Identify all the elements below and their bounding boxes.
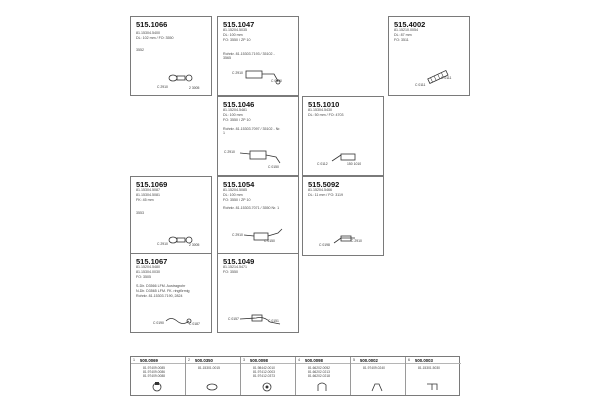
part-ref: C 0187 — [189, 322, 200, 326]
part-card[interactable] — [217, 16, 299, 96]
part-spec: FO: 3505 — [136, 275, 151, 279]
legend-item[interactable] — [406, 357, 461, 395]
part-ref: 150 1010 — [347, 162, 362, 166]
part-card[interactable] — [130, 16, 212, 96]
exhaust-part-drawing — [236, 145, 286, 167]
part-card[interactable] — [130, 176, 212, 256]
part-code: 515.1010 — [308, 100, 340, 109]
part-spec: DL: 100 mm — [223, 33, 243, 37]
clamp-icon — [314, 381, 330, 393]
part-spec: 81.15204.5480 — [136, 265, 160, 269]
part-spec: DL: 87 mm — [394, 33, 412, 37]
part-note: N-Dir. D3565 LFM. FK. ringförmig — [136, 289, 190, 293]
legend-number: 2 — [188, 358, 190, 362]
part-spec: DL: 11 mm / FO: 3119 — [308, 193, 344, 197]
part-ref: C 0151 — [268, 319, 279, 323]
part-spec: 81.15204.5035 — [223, 28, 247, 32]
part-note: Rohrkr. 81.15303.7097 / 35102 - Nr. 1 — [223, 127, 281, 135]
part-spec: 81.15304.0030 — [136, 270, 160, 274]
part-code: 515.1069 — [136, 180, 168, 189]
part-card[interactable] — [217, 253, 299, 333]
part-code: 515.5092 — [308, 180, 340, 189]
part-ref: C 2910 — [232, 71, 243, 75]
legend-line: 81.97409.0086 — [143, 370, 166, 374]
part-ref: C 0198 — [319, 243, 330, 247]
legend-item[interactable] — [186, 357, 241, 395]
part-ref: C 2910 — [224, 150, 235, 154]
part-ref: C 2910 — [157, 85, 168, 89]
part-spec: 81.15214.5471 — [223, 265, 247, 269]
part-ref: C 0157 — [228, 317, 239, 321]
part-spec: FO: 3550 / ZP 10 — [223, 38, 251, 42]
legend-line: 81.66202.0052 — [308, 366, 331, 370]
legend-item[interactable] — [131, 357, 186, 395]
part-code: 515.1066 — [136, 20, 168, 29]
legend-line: 81.97412.0373 — [253, 374, 276, 378]
legend-line: 81.15301.0015 — [198, 366, 221, 370]
legend-number: 6 — [408, 358, 410, 362]
part-ref: C 0111 — [415, 83, 426, 87]
part-spec: 81.15304.5400 — [136, 31, 160, 35]
accessory-legend — [130, 356, 460, 396]
part-card[interactable] — [302, 176, 384, 256]
legend-number: 4 — [298, 358, 300, 362]
exhaust-part-drawing — [240, 65, 282, 89]
part-spec: 81.15304.5430 — [308, 108, 332, 112]
part-note: 3552 — [136, 48, 144, 52]
part-code: 515.1046 — [223, 100, 255, 109]
part-code: 515.1067 — [136, 257, 168, 266]
legend-line: 81.97412.0003 — [253, 370, 276, 374]
legend-code: 500.0098 — [305, 357, 323, 363]
legend-line: 81.98442.0010 — [253, 366, 276, 370]
part-ref: C 0150 — [268, 165, 279, 169]
legend-code: 500.0350 — [195, 357, 213, 363]
part-note: Rohrkr. 81.15303.7193 / 35102 - 3565 — [223, 52, 275, 60]
part-ref: C 0190 — [153, 321, 164, 325]
part-note: Rohrkr. 81.15303.7190, 2824 — [136, 294, 183, 298]
part-spec: DL: 100 mm — [223, 193, 243, 197]
part-spec: FO: 3550 — [223, 270, 238, 274]
legend-line: 81.97409.0240 — [363, 366, 386, 370]
part-note: S-Dir. D3566 LFM. Austragrohr — [136, 284, 186, 288]
part-ref: 2 3005 — [189, 243, 200, 247]
legend-number: 5 — [353, 358, 355, 362]
legend-code: 500.0002 — [360, 357, 378, 363]
legend-code: 500.0003 — [415, 357, 433, 363]
legend-item[interactable] — [241, 357, 296, 395]
legend-number: 1 — [133, 358, 135, 362]
part-card[interactable] — [217, 96, 299, 176]
gasket-icon — [204, 381, 220, 393]
part-spec: FO: 3550 / ZP 10 — [223, 198, 251, 202]
part-card[interactable] — [217, 176, 299, 256]
legend-code: 500.0098 — [250, 357, 268, 363]
legend-line: 81.97409.0088 — [143, 374, 166, 378]
legend-line: 81.66202.0213 — [308, 370, 331, 374]
clamp-icon — [149, 381, 165, 393]
part-code: 515.1049 — [223, 257, 255, 266]
part-code: 515.1047 — [223, 20, 255, 29]
part-spec: DL: 50 mm / FO: 4703 — [308, 113, 344, 117]
part-ref: C 0112 — [317, 162, 328, 166]
part-spec: 81.15210.0054 — [394, 28, 418, 32]
part-ref: C 2910 — [157, 242, 168, 246]
exhaust-part-drawing — [238, 225, 288, 249]
part-ref: C 2910 — [232, 233, 243, 237]
part-note: Rohrkr. 81.15303.7071 / 3550 Nr. 1 — [223, 206, 280, 210]
part-ref: C 0150 — [264, 239, 275, 243]
part-code: 515.4002 — [394, 20, 426, 29]
legend-line: 81.97409.0085 — [143, 366, 166, 370]
part-spec: DL: 102 mm / FO: 3550 — [136, 36, 174, 40]
legend-line: 81.15301.5030 — [418, 366, 441, 370]
part-ref: C 2910 — [351, 239, 362, 243]
part-spec: FO: 3511 — [394, 38, 409, 42]
legend-line: 81.66202.0218 — [308, 374, 331, 378]
part-ref: C 0150 — [271, 79, 282, 83]
part-card[interactable] — [302, 96, 384, 176]
part-spec: 81.15304.5081 — [136, 193, 160, 197]
part-spec: FK: 45 mm — [136, 198, 154, 202]
part-card[interactable] — [130, 253, 212, 333]
legend-number: 3 — [243, 358, 245, 362]
part-note: 3553 — [136, 211, 144, 215]
part-spec: DL: 100 mm — [223, 113, 243, 117]
hanger-icon — [369, 381, 385, 393]
part-spec: 81.15204.5481 — [223, 108, 247, 112]
part-spec: 81.15304.5087 — [136, 188, 160, 192]
legend-code: 500.0069 — [140, 357, 158, 363]
part-spec: FO: 3550 / ZP 10 — [223, 118, 251, 122]
part-spec: 81.15204.5085 — [223, 188, 247, 192]
part-ref: C 0111 — [441, 76, 452, 80]
part-spec: 81.15204.5466 — [308, 188, 332, 192]
exhaust-part-drawing — [165, 71, 195, 85]
legend-item[interactable] — [296, 357, 351, 395]
part-card[interactable] — [388, 16, 470, 96]
bracket-icon — [424, 381, 440, 393]
part-code: 515.1054 — [223, 180, 255, 189]
legend-item[interactable] — [351, 357, 406, 395]
clamp-icon — [259, 381, 275, 393]
part-ref: 2 3005 — [189, 86, 200, 90]
